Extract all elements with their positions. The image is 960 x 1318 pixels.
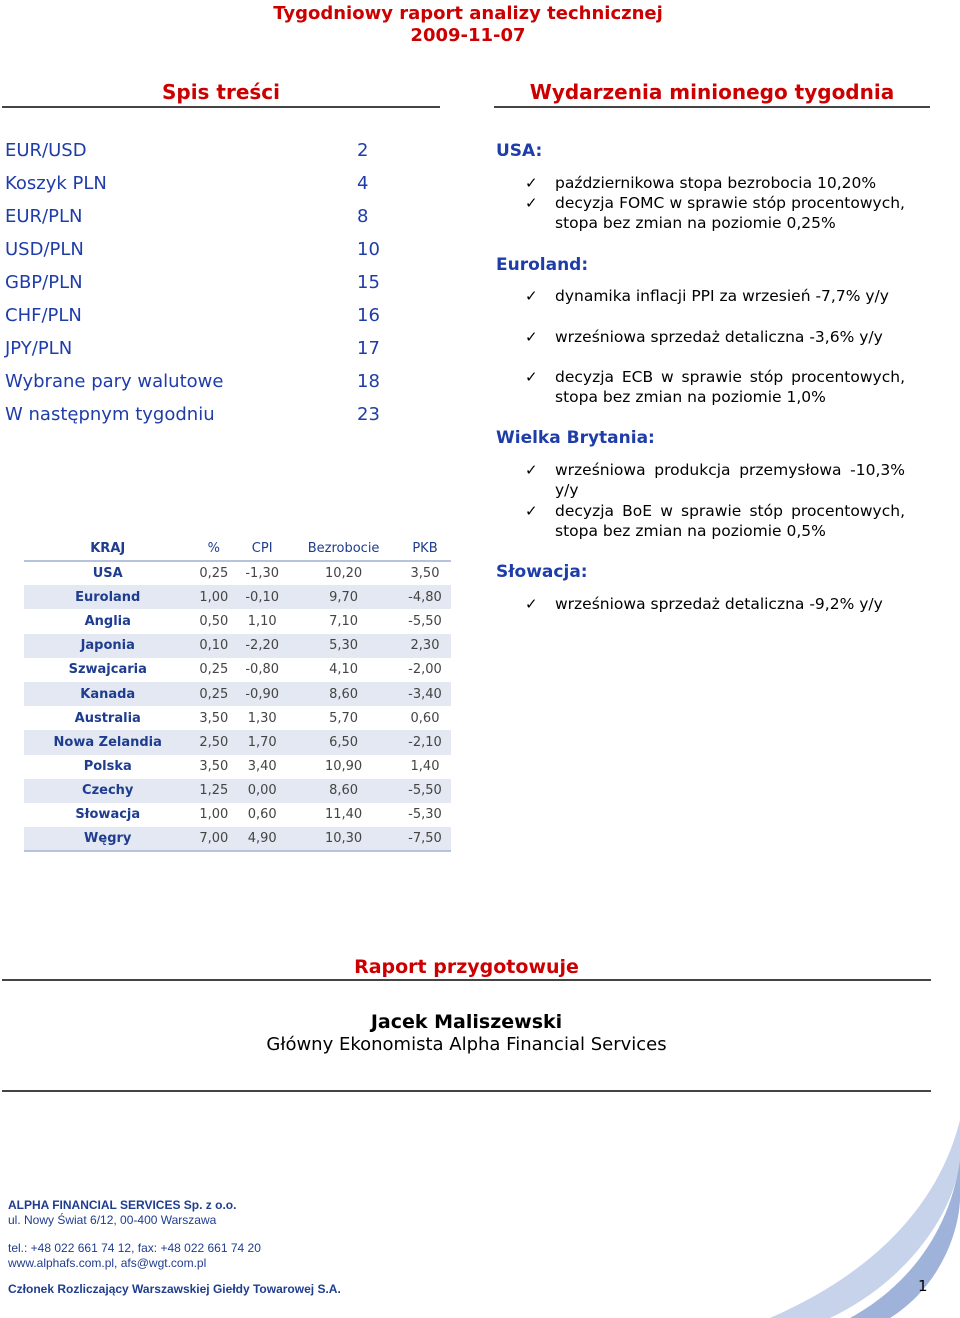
toc-item-wybrane-pary[interactable] xyxy=(5,371,385,399)
toc-item-chfpln[interactable] xyxy=(5,305,385,333)
table-row xyxy=(24,827,451,851)
toc-item-label[interactable]: USD/PLN xyxy=(5,239,84,260)
check-icon: ✓ xyxy=(525,502,538,520)
toc-item-page: 16 xyxy=(357,305,380,326)
table-row xyxy=(24,634,451,658)
value-cell: 6,50 xyxy=(288,730,399,754)
footer-web[interactable]: www.alphafs.com.pl, afs@wgt.com.pl xyxy=(8,1256,207,1270)
prepared-by-heading: Raport przygotowuje xyxy=(2,956,931,981)
country-cell: Australia xyxy=(74,710,141,726)
value-cell: 3,50 xyxy=(410,566,440,582)
value-cell: -7,50 xyxy=(399,827,451,851)
table-row xyxy=(24,755,451,779)
toc-item-label[interactable]: EUR/PLN xyxy=(5,206,83,227)
value-cell: 0,50 xyxy=(199,613,229,629)
toc-item-page: 23 xyxy=(357,404,380,425)
check-icon: ✓ xyxy=(525,328,538,346)
check-icon: ✓ xyxy=(525,368,538,386)
value-cell: -2,00 xyxy=(408,662,442,678)
author-name: Jacek Maliszewski xyxy=(370,1011,563,1033)
value-cell: 10,30 xyxy=(288,827,399,851)
value-cell: 0,25 xyxy=(191,682,236,706)
table-row xyxy=(24,803,451,827)
value-cell: -2,20 xyxy=(236,634,288,658)
macro-stats-table xyxy=(24,537,451,852)
value-cell: -0,80 xyxy=(245,662,279,678)
table-row xyxy=(24,779,451,803)
toc-item-page: 18 xyxy=(357,371,380,392)
region-heading-euroland: Euroland: xyxy=(496,255,589,275)
table-header-row xyxy=(24,537,451,561)
table-row xyxy=(24,682,451,706)
value-cell: 9,70 xyxy=(288,585,399,609)
toc-item-label[interactable]: Wybrane pary walutowe xyxy=(5,371,224,392)
country-cell: Anglia xyxy=(84,613,131,629)
value-cell: 2,50 xyxy=(191,730,236,754)
value-cell: -2,10 xyxy=(399,730,451,754)
toc-item-page: 8 xyxy=(357,206,369,227)
check-icon: ✓ xyxy=(525,595,538,613)
events-heading: Wydarzenia minionego tygodnia xyxy=(494,80,930,108)
value-cell: 5,30 xyxy=(288,634,399,658)
toc-item-label[interactable]: Koszyk PLN xyxy=(5,173,107,194)
event-item: ✓ decyzja ECB w sprawie stóp procentowych, stopa bez zmian na poziomie 1,0% xyxy=(525,368,905,407)
toc-item-jpypln[interactable] xyxy=(5,338,385,366)
footer-member: Członek Rozliczający Warszawskiej Giełdy Towarowej S.A. xyxy=(8,1282,341,1296)
value-cell: 0,25 xyxy=(199,662,229,678)
value-cell: 5,70 xyxy=(329,710,359,726)
value-cell: 4,90 xyxy=(236,827,288,851)
value-cell: 10,20 xyxy=(324,566,363,582)
check-icon: ✓ xyxy=(525,194,538,212)
author-role: Główny Ekonomista Alpha Financial Services xyxy=(266,1034,667,1055)
toc-item-page: 15 xyxy=(357,272,380,293)
toc-item-page: 2 xyxy=(357,140,369,161)
toc-item-label[interactable]: JPY/PLN xyxy=(5,338,73,359)
table-row xyxy=(24,609,451,633)
country-cell: Polska xyxy=(83,759,132,775)
check-icon: ✓ xyxy=(525,287,538,305)
toc-item-eurpln[interactable] xyxy=(5,206,385,234)
toc-item-koszyk-pln[interactable] xyxy=(5,173,385,201)
toc-item-gbppln[interactable] xyxy=(5,272,385,300)
country-cell: Euroland xyxy=(24,585,191,609)
table-row xyxy=(24,658,451,682)
event-item: ✓ wrześniowa sprzedaż detaliczna -3,6% y/y xyxy=(525,328,883,346)
value-cell: -0,10 xyxy=(236,585,288,609)
report-title: Tygodniowy raport analizy technicznej xyxy=(273,3,663,24)
footer-address: ul. Nowy Świat 6/12, 00-400 Warszawa xyxy=(8,1213,217,1227)
check-icon: ✓ xyxy=(525,174,538,192)
report-date: 2009-11-07 xyxy=(410,25,526,46)
value-cell: 1,00 xyxy=(199,807,229,823)
value-cell: -5,50 xyxy=(408,613,442,629)
country-cell: Japonia xyxy=(24,634,191,658)
value-cell: 1,30 xyxy=(247,710,277,726)
footer-company: ALPHA FINANCIAL SERVICES Sp. z o.o. xyxy=(8,1198,237,1212)
value-cell: -3,40 xyxy=(399,682,451,706)
value-cell: -1,30 xyxy=(245,566,279,582)
country-cell: Węgry xyxy=(24,827,191,851)
toc-item-label[interactable]: CHF/PLN xyxy=(5,305,82,326)
toc-item-label[interactable]: W następnym tygodniu xyxy=(5,404,215,425)
value-cell: 0,00 xyxy=(236,779,288,803)
toc-item-nastepny-tydzien[interactable] xyxy=(5,404,385,432)
value-cell: 10,90 xyxy=(324,759,363,775)
country-cell: Nowa Zelandia xyxy=(24,730,191,754)
table-row xyxy=(24,706,451,730)
event-item: ✓ decyzja BoE w sprawie stóp procentowych, stopa bez zmian na poziomie 0,5% xyxy=(525,502,905,541)
toc-heading: Spis treści xyxy=(2,80,440,108)
column-header: Bezrobocie xyxy=(288,537,399,561)
event-item: ✓ decyzja FOMC w sprawie stóp procentowych, stopa bez zmian na poziomie 0,25% xyxy=(525,194,905,233)
toc-item-label[interactable]: EUR/USD xyxy=(5,140,87,161)
toc-item-usdpln[interactable] xyxy=(5,239,385,267)
event-item: ✓ wrześniowa produkcja przemysłowa -10,3% y/y xyxy=(525,461,905,500)
country-cell: USA xyxy=(92,566,123,582)
value-cell: 0,60 xyxy=(247,807,277,823)
value-cell: 0,25 xyxy=(199,566,229,582)
value-cell: 1,70 xyxy=(236,730,288,754)
footer-divider xyxy=(2,1090,931,1092)
toc-item-page: 4 xyxy=(357,173,369,194)
country-cell: Szwajcaria xyxy=(68,662,147,678)
toc-item-eurusd[interactable] xyxy=(5,140,385,168)
footer-phone: tel.: +48 022 661 74 12, fax: +48 022 661 74 20 xyxy=(8,1241,261,1255)
table-row xyxy=(24,585,451,609)
value-cell: 7,00 xyxy=(191,827,236,851)
check-icon: ✓ xyxy=(525,461,538,479)
value-cell: -0,90 xyxy=(236,682,288,706)
value-cell: -5,30 xyxy=(408,807,442,823)
value-cell: 7,10 xyxy=(329,613,359,629)
country-cell: Czechy xyxy=(24,779,191,803)
value-cell: 3,50 xyxy=(199,710,229,726)
table-row xyxy=(24,561,451,585)
toc-item-page: 17 xyxy=(357,338,380,359)
value-cell: 8,60 xyxy=(288,682,399,706)
event-item: ✓ dynamika inflacji PPI za wrzesień -7,7% y/y xyxy=(525,287,889,305)
value-cell: -4,80 xyxy=(399,585,451,609)
value-cell: 4,10 xyxy=(329,662,359,678)
value-cell: 8,60 xyxy=(288,779,399,803)
value-cell: 11,40 xyxy=(324,807,363,823)
region-heading-usa: USA: xyxy=(496,141,543,161)
value-cell: 1,00 xyxy=(191,585,236,609)
value-cell: 3,40 xyxy=(247,759,277,775)
value-cell: 1,10 xyxy=(247,613,277,629)
event-item: ✓ wrześniowa sprzedaż detaliczna -9,2% y/y xyxy=(525,595,883,613)
country-cell: Kanada xyxy=(24,682,191,706)
table-row xyxy=(24,730,451,754)
region-heading-slowacja: Słowacja: xyxy=(496,562,588,582)
toc-item-page: 10 xyxy=(357,239,380,260)
column-header: KRAJ xyxy=(24,537,191,561)
value-cell: 2,30 xyxy=(399,634,451,658)
column-header: PKB xyxy=(399,537,451,561)
column-header: % xyxy=(191,537,236,561)
value-cell: 3,50 xyxy=(199,759,229,775)
value-cell: 1,40 xyxy=(410,759,440,775)
value-cell: 1,25 xyxy=(191,779,236,803)
event-item: ✓ październikowa stopa bezrobocia 10,20% xyxy=(525,174,877,192)
country-cell: Słowacja xyxy=(75,807,141,823)
toc-item-label[interactable]: GBP/PLN xyxy=(5,272,83,293)
region-heading-wielka-brytania: Wielka Brytania: xyxy=(496,428,655,448)
value-cell: -5,50 xyxy=(399,779,451,803)
column-header: CPI xyxy=(236,537,288,561)
value-cell: 0,10 xyxy=(191,634,236,658)
value-cell: 0,60 xyxy=(410,710,440,726)
page-number: 1 xyxy=(918,1277,928,1295)
